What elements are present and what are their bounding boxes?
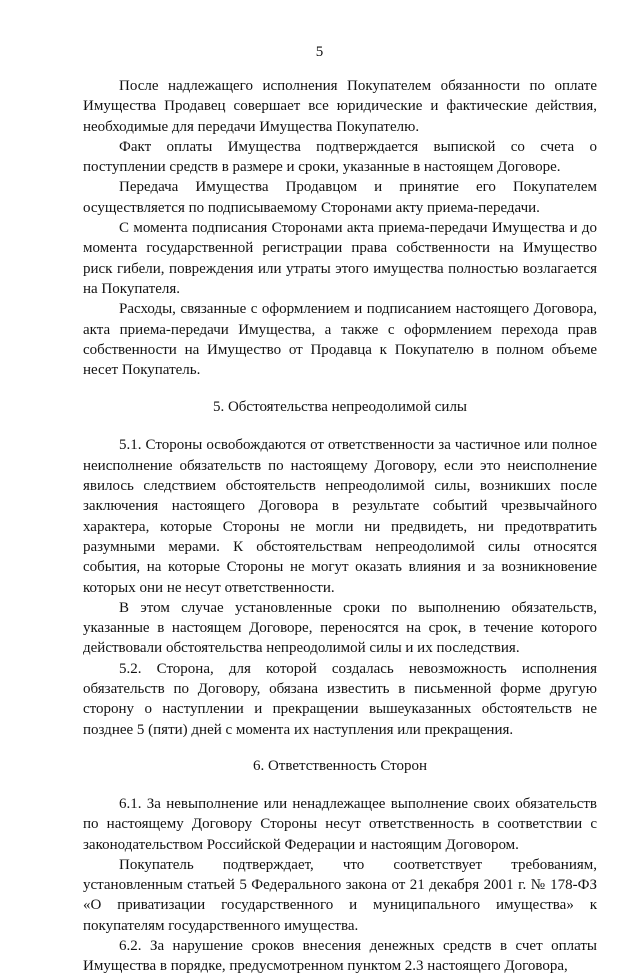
paragraph: Передача Имущества Продавцом и принятие его Покупателем осуществляется по подписываемому Сторонами акту приема-передачи. [83, 179, 597, 216]
page-number: 5 [315, 44, 324, 60]
paragraph: В этом случае установленные сроки по выполнению обязательств, указанные в настоящем Договоре, переносятся на срок, в течение которого действовали обстоятельства непреодолимой силы и их последствия. [83, 599, 597, 657]
paragraph: 6.2. За нарушение сроков внесения денежных средств в счет оплаты Имущества в порядке, предусмотренном пунктом 2.3 настоящего Договора, [83, 937, 597, 975]
paragraph: Покупатель подтверждает, что соответствует требованиям, установленным статьей 5 Федерального закона от 21 декабря 2001 г. № 178-ФЗ «О приватизации государственного и муниципального имущества» к покупателям государственного имущества. [83, 856, 597, 934]
section-heading-6: 6. Ответственность Сторон [252, 757, 428, 774]
paragraph: 6.1. За невыполнение или ненадлежащее выполнение своих обязательств по настоящему Договору Стороны несут ответственность в соответствии с законодательством Российской Федерации и настоящим Договором. [83, 795, 597, 853]
paragraph: Факт оплаты Имущества подтверждается выпиской со счета о поступлении средств в размере и сроки, указанные в настоящем Договоре. [83, 138, 597, 176]
paragraph: После надлежащего исполнения Покупателем обязанности по оплате Имущества Продавец совершает все юридические и фактические действия, необходимые для передачи Имущества Покупателю. [83, 78, 597, 135]
paragraph: 5.1. Стороны освобождаются от ответственности за частичное или полное неисполнение обязательств по настоящему Договору, если это неисполнение явилось следствием обстоятельств непреодолимой силы, возникших после заключения настоящего Договора в результате событий чрезвычайного характера, которые Стороны не могли ни предвидеть, ни предотвратить разумными мерами. К обстоятельствам непреодолимой силы относятся события, на которые Стороны не могут оказать влияния и за возникновение которых они не несут ответственности. [83, 437, 597, 596]
section-heading-5: 5. Обстоятельства непреодолимой силы [212, 399, 468, 416]
document-body [83, 76, 597, 977]
paragraph: Расходы, связанные с оформлением и подписанием настоящего Договора, акта приема-передачи Имущества, а также с оформлением перехода прав собственности на Имущество от Продавца к Покупателю в полном объеме несет Покупатель. [83, 301, 597, 379]
paragraph: 5.2. Сторона, для которой создалась невозможность исполнения обязательств по Договору, обязана известить в письменной форме другую сторону о наступлении и прекращении вышеуказанных обстоятельств не позднее 5 (пяти) дней с момента их наступления или прекращения. [83, 660, 597, 738]
paragraph: С момента подписания Сторонами акта приема-передачи Имущества и до момента государственной регистрации права собственности на Имущество риск гибели, повреждения или утраты этого имущества полностью возлагается на Покупателя. [83, 220, 597, 297]
